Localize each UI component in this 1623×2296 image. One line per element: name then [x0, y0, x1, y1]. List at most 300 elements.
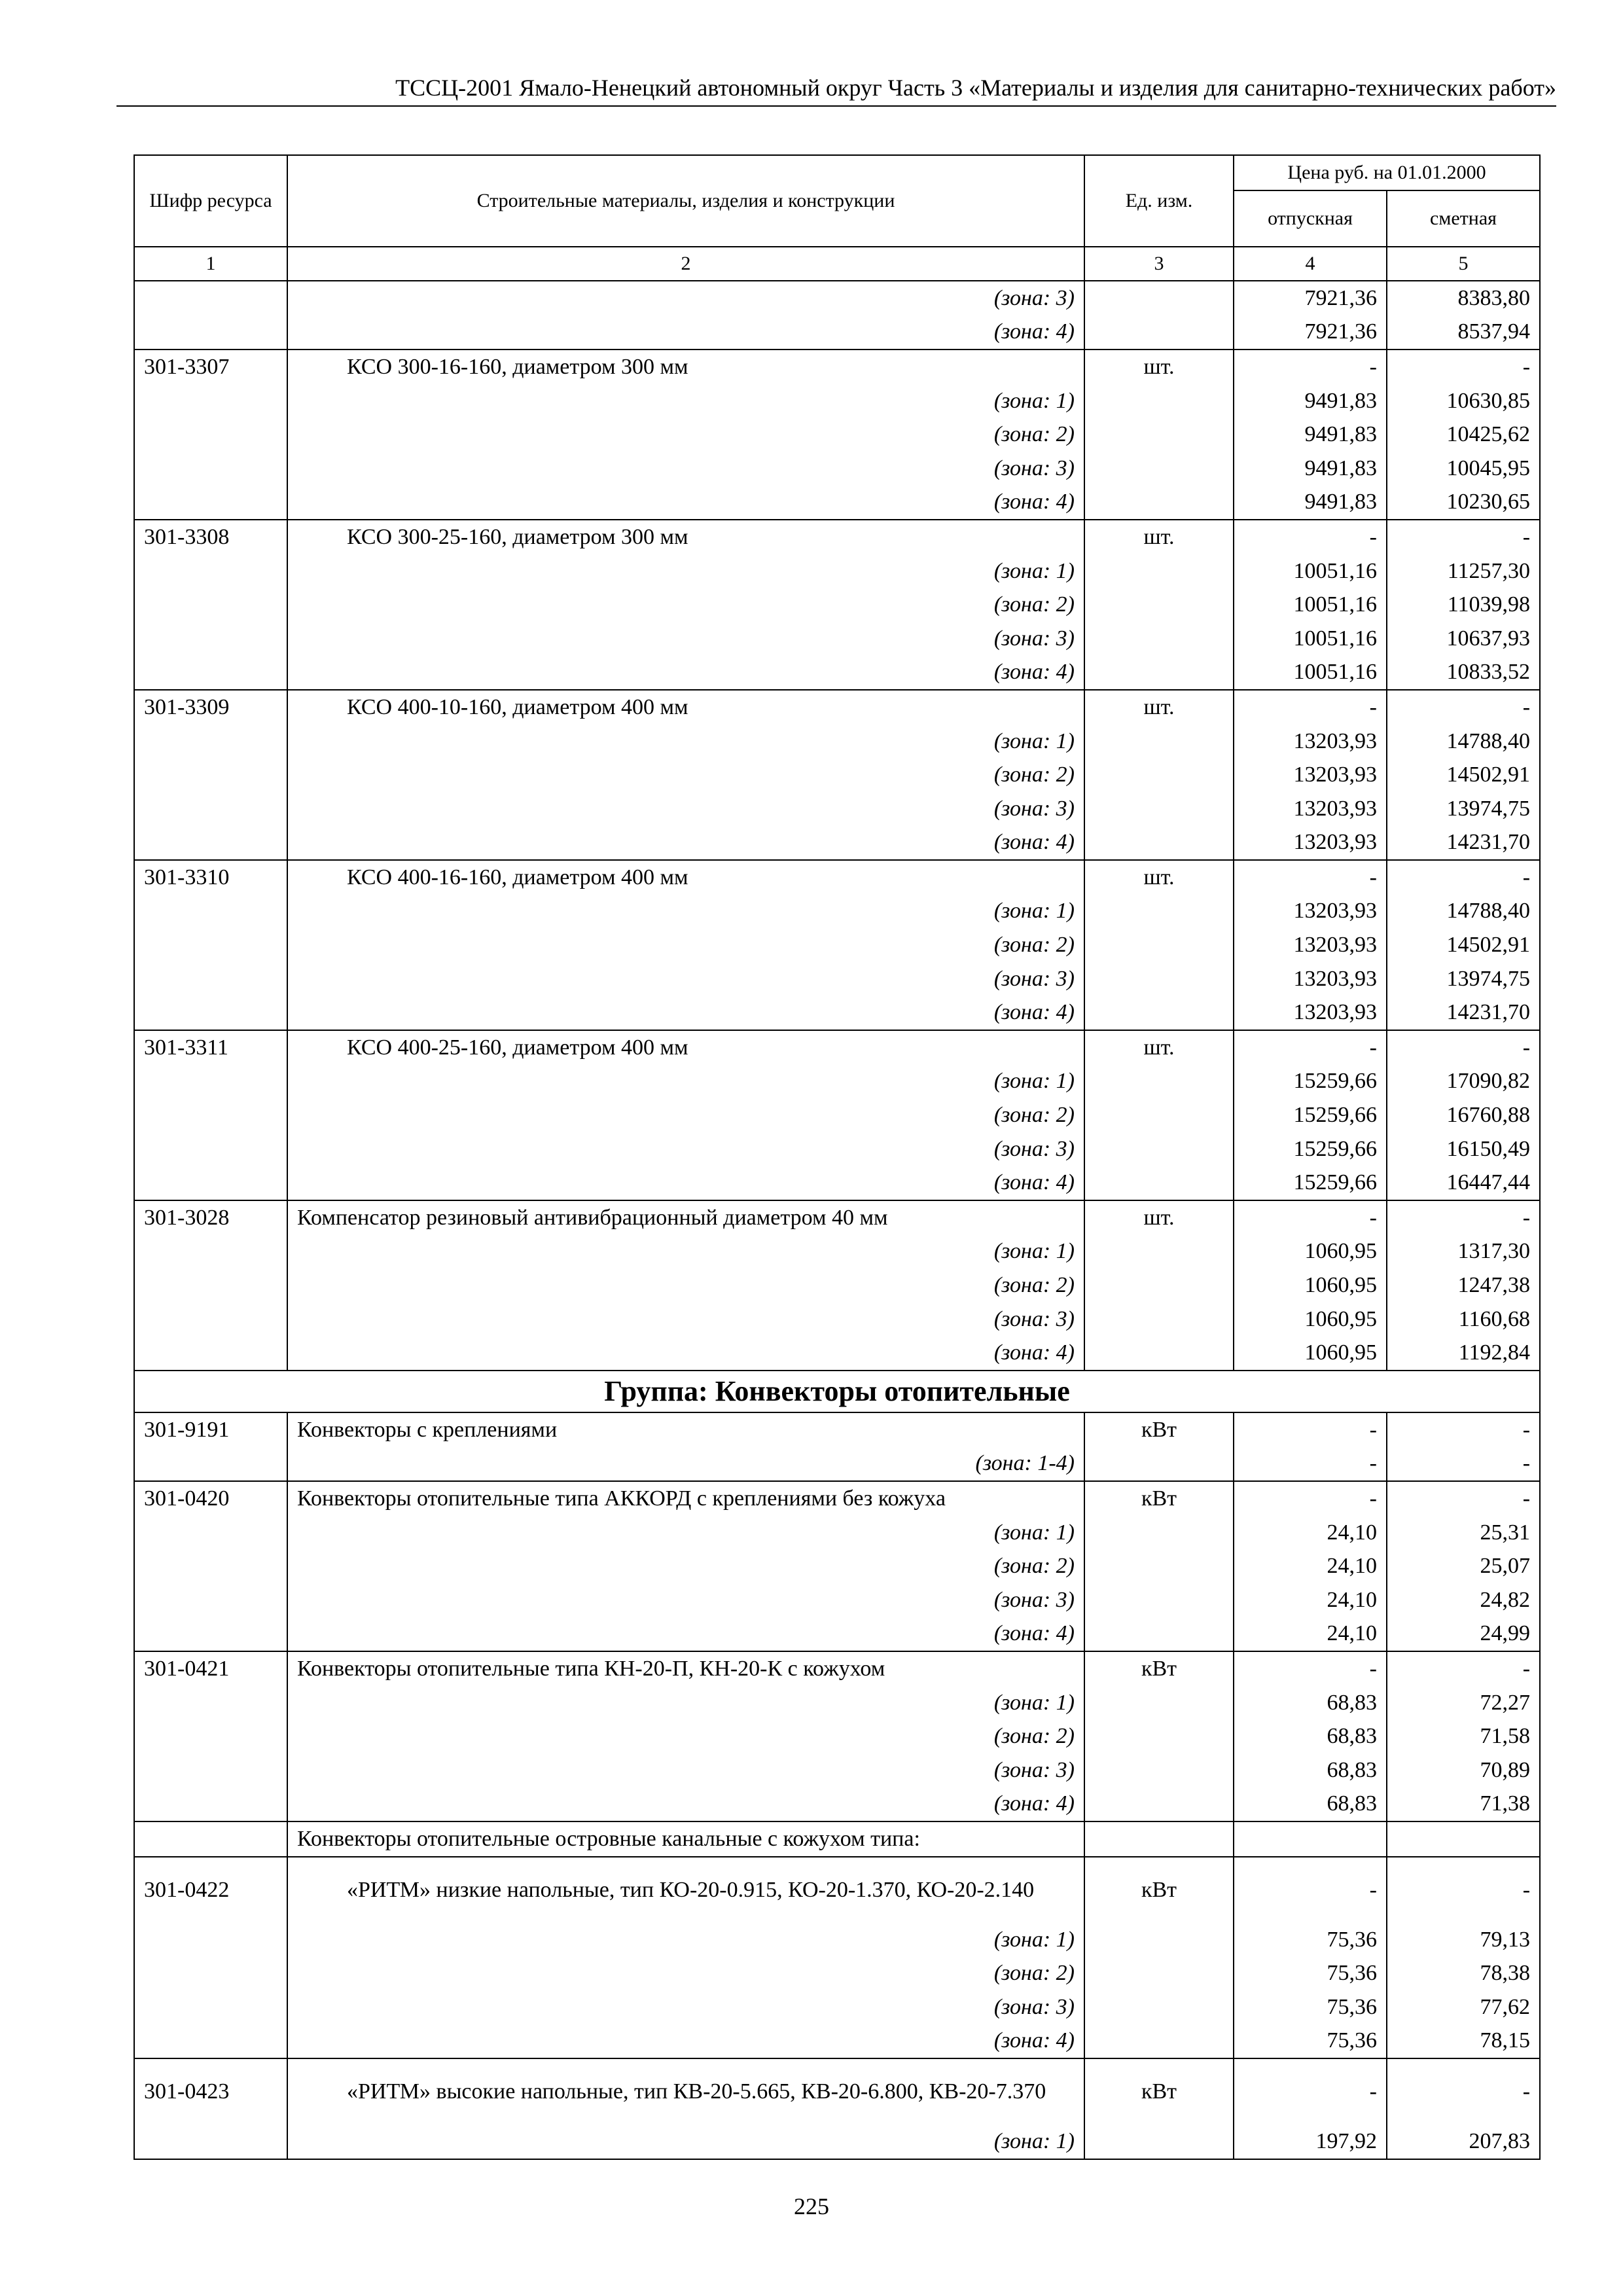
estimate-price: 78,15 — [1387, 2024, 1540, 2059]
material-name: «РИТМ» низкие напольные, тип КО-20-0.915, КО-20-1.370, КО-20-2.140 — [287, 1857, 1084, 1923]
release-price: 10051,16 — [1234, 554, 1387, 588]
zone-label: (зона: 3) — [287, 281, 1084, 315]
zone-row — [134, 1447, 1540, 1482]
resource-code — [134, 1686, 287, 1720]
table-header — [134, 155, 1540, 281]
resource-code — [134, 1549, 287, 1583]
unit — [1084, 1132, 1234, 1166]
zone-row — [134, 1719, 1540, 1753]
zone-label: (зона: 2) — [287, 1098, 1084, 1132]
estimate-price: 11039,98 — [1387, 588, 1540, 622]
estimate-price: 14788,40 — [1387, 895, 1540, 929]
unit — [1084, 588, 1234, 622]
resource-code — [134, 928, 287, 962]
estimate-price: 14231,70 — [1387, 996, 1540, 1030]
zone-row — [134, 1166, 1540, 1200]
release-price: 24,10 — [1234, 1583, 1387, 1617]
estimate-price: 24,99 — [1387, 1617, 1540, 1652]
release-price: 15259,66 — [1234, 1098, 1387, 1132]
unit — [1084, 1923, 1234, 1957]
zone-row — [134, 1098, 1540, 1132]
resource-code: 301-3309 — [134, 690, 287, 725]
zone-row — [134, 1302, 1540, 1336]
estimate-price: 16760,88 — [1387, 1098, 1540, 1132]
col-price-header: Цена руб. на 01.01.2000 — [1234, 155, 1540, 190]
col-estimate-header: сметная — [1387, 190, 1540, 247]
unit — [1084, 1235, 1234, 1269]
resource-code — [134, 486, 287, 520]
release-price: 9491,83 — [1234, 418, 1387, 452]
zone-row — [134, 1956, 1540, 1990]
estimate-price: 14231,70 — [1387, 826, 1540, 861]
estimate-price: - — [1387, 860, 1540, 895]
zone-label: (зона: 3) — [287, 622, 1084, 656]
resource-code — [134, 281, 287, 315]
zone-row — [134, 1753, 1540, 1787]
estimate-price: - — [1387, 1200, 1540, 1235]
release-price: 1060,95 — [1234, 1268, 1387, 1302]
material-name: «РИТМ» высокие напольные, тип КВ-20-5.665, КВ-20-6.800, КВ-20-7.370 — [287, 2058, 1084, 2125]
resource-code: 301-3310 — [134, 860, 287, 895]
zone-row — [134, 1268, 1540, 1302]
resource-code — [134, 2024, 287, 2059]
release-price: 75,36 — [1234, 1990, 1387, 2024]
resource-code — [134, 1583, 287, 1617]
estimate-price: 71,58 — [1387, 1719, 1540, 1753]
zone-row — [134, 418, 1540, 452]
estimate-price: - — [1387, 1857, 1540, 1923]
zone-label: (зона: 3) — [287, 1990, 1084, 2024]
resource-code — [134, 962, 287, 996]
release-price: 13203,93 — [1234, 895, 1387, 929]
unit — [1084, 281, 1234, 315]
col-number: 4 — [1234, 247, 1387, 281]
resource-code — [134, 1719, 287, 1753]
zone-label: (зона: 4) — [287, 656, 1084, 691]
zone-label: (зона: 2) — [287, 1956, 1084, 1990]
unit — [1084, 1686, 1234, 1720]
unit — [1084, 826, 1234, 861]
zone-row — [134, 452, 1540, 486]
unit: кВт — [1084, 1412, 1234, 1447]
unit — [1084, 622, 1234, 656]
zone-label: (зона: 1-4) — [287, 1447, 1084, 1482]
resource-code: 301-3308 — [134, 520, 287, 554]
release-price: - — [1234, 690, 1387, 725]
unit — [1084, 1166, 1234, 1200]
resource-code: 301-3028 — [134, 1200, 287, 1235]
resource-code: 301-0420 — [134, 1481, 287, 1516]
release-price: 15259,66 — [1234, 1132, 1387, 1166]
table-row — [134, 350, 1540, 384]
release-price: 1060,95 — [1234, 1302, 1387, 1336]
estimate-price: 14788,40 — [1387, 725, 1540, 759]
resource-code — [134, 895, 287, 929]
unit — [1084, 1516, 1234, 1550]
table-row — [134, 690, 1540, 725]
release-price: 1060,95 — [1234, 1336, 1387, 1371]
zone-label: (зона: 4) — [287, 826, 1084, 861]
zone-label: (зона: 2) — [287, 588, 1084, 622]
resource-code — [134, 1821, 287, 1857]
release-price: 68,83 — [1234, 1686, 1387, 1720]
resource-code — [134, 1787, 287, 1822]
zone-label: (зона: 2) — [287, 1268, 1084, 1302]
estimate-price: 1317,30 — [1387, 1235, 1540, 1269]
unit — [1084, 315, 1234, 350]
release-price: - — [1234, 860, 1387, 895]
zone-row — [134, 315, 1540, 350]
unit — [1084, 418, 1234, 452]
zone-row — [134, 895, 1540, 929]
unit: шт. — [1084, 1200, 1234, 1235]
subheading: Конвекторы отопительные островные канальные с кожухом типа: — [287, 1821, 1084, 1857]
unit: шт. — [1084, 1030, 1234, 1065]
col-number: 1 — [134, 247, 287, 281]
resource-code: 301-0423 — [134, 2058, 287, 2125]
table-row — [134, 1481, 1540, 1516]
unit — [1084, 452, 1234, 486]
col-unit-header: Ед. изм. — [1084, 155, 1234, 247]
estimate-price: 77,62 — [1387, 1990, 1540, 2024]
unit — [1084, 1719, 1234, 1753]
estimate-price: 13974,75 — [1387, 962, 1540, 996]
unit — [1084, 2125, 1234, 2159]
release-price: 13203,93 — [1234, 758, 1387, 792]
zone-row — [134, 1923, 1540, 1957]
unit — [1084, 554, 1234, 588]
zone-label: (зона: 1) — [287, 2125, 1084, 2159]
zone-label: (зона: 3) — [287, 1302, 1084, 1336]
release-price: 68,83 — [1234, 1719, 1387, 1753]
estimate-price: 13974,75 — [1387, 792, 1540, 826]
zone-row — [134, 622, 1540, 656]
resource-code — [134, 792, 287, 826]
unit — [1084, 792, 1234, 826]
resource-code — [134, 622, 287, 656]
resource-code — [134, 1447, 287, 1482]
zone-row — [134, 2024, 1540, 2059]
resource-code — [134, 1302, 287, 1336]
estimate-price: - — [1387, 1030, 1540, 1065]
zone-label: (зона: 4) — [287, 1336, 1084, 1371]
table-row — [134, 1030, 1540, 1065]
unit — [1084, 1065, 1234, 1099]
resource-code — [134, 418, 287, 452]
estimate-price: 8537,94 — [1387, 315, 1540, 350]
unit — [1084, 1990, 1234, 2024]
unit — [1084, 1753, 1234, 1787]
zone-row — [134, 1065, 1540, 1099]
zone-label: (зона: 2) — [287, 1719, 1084, 1753]
price-table — [134, 154, 1541, 2160]
estimate-price: 70,89 — [1387, 1753, 1540, 1787]
zone-row — [134, 725, 1540, 759]
release-price: 10051,16 — [1234, 656, 1387, 691]
table-row — [134, 1412, 1540, 1447]
zone-row — [134, 384, 1540, 418]
release-price — [1234, 1821, 1387, 1857]
resource-code — [134, 826, 287, 861]
unit — [1084, 384, 1234, 418]
table-body — [134, 281, 1540, 2159]
estimate-price: 11257,30 — [1387, 554, 1540, 588]
release-price: 9491,83 — [1234, 384, 1387, 418]
estimate-price: - — [1387, 2058, 1540, 2125]
unit — [1084, 962, 1234, 996]
release-price: 1060,95 — [1234, 1235, 1387, 1269]
estimate-price: 71,38 — [1387, 1787, 1540, 1822]
resource-code — [134, 1065, 287, 1099]
zone-row — [134, 486, 1540, 520]
zone-row — [134, 1686, 1540, 1720]
release-price: - — [1234, 350, 1387, 384]
estimate-price: 207,83 — [1387, 2125, 1540, 2159]
release-price: 13203,93 — [1234, 826, 1387, 861]
unit: шт. — [1084, 860, 1234, 895]
page-number: 225 — [794, 2193, 829, 2219]
zone-row — [134, 1787, 1540, 1822]
group-heading-row — [134, 1371, 1540, 1412]
release-price: 75,36 — [1234, 1956, 1387, 1990]
release-price: 10051,16 — [1234, 588, 1387, 622]
group-heading: Группа: Конвекторы отопительные — [134, 1371, 1540, 1412]
unit — [1084, 486, 1234, 520]
estimate-price: 10425,62 — [1387, 418, 1540, 452]
unit — [1084, 1787, 1234, 1822]
material-name: КСО 400-16-160, диаметром 400 мм — [287, 860, 1084, 895]
zone-label: (зона: 3) — [287, 452, 1084, 486]
material-name: Конвекторы отопительные типа КН-20-П, КН-20-К с кожухом — [287, 1651, 1084, 1686]
resource-code — [134, 1990, 287, 2024]
release-price: - — [1234, 2058, 1387, 2125]
zone-label: (зона: 3) — [287, 1583, 1084, 1617]
estimate-price: 24,82 — [1387, 1583, 1540, 1617]
estimate-price: - — [1387, 1481, 1540, 1516]
zone-label: (зона: 3) — [287, 792, 1084, 826]
estimate-price: 10230,65 — [1387, 486, 1540, 520]
zone-label: (зона: 1) — [287, 895, 1084, 929]
zone-row — [134, 1990, 1540, 2024]
estimate-price: 72,27 — [1387, 1686, 1540, 1720]
zone-label: (зона: 2) — [287, 418, 1084, 452]
unit: кВт — [1084, 2058, 1234, 2125]
table-row — [134, 1651, 1540, 1686]
estimate-price: - — [1387, 1447, 1540, 1482]
zone-row — [134, 758, 1540, 792]
resource-code — [134, 1956, 287, 1990]
unit — [1084, 725, 1234, 759]
resource-code — [134, 996, 287, 1030]
resource-code — [134, 315, 287, 350]
zone-row — [134, 1235, 1540, 1269]
material-name: КСО 400-10-160, диаметром 400 мм — [287, 690, 1084, 725]
resource-code — [134, 656, 287, 691]
release-price: 13203,93 — [1234, 928, 1387, 962]
resource-code — [134, 1336, 287, 1371]
zone-label: (зона: 3) — [287, 1753, 1084, 1787]
zone-row — [134, 588, 1540, 622]
release-price: - — [1234, 1857, 1387, 1923]
resource-code: 301-3307 — [134, 350, 287, 384]
zone-row — [134, 928, 1540, 962]
estimate-price: - — [1387, 1412, 1540, 1447]
unit — [1084, 1268, 1234, 1302]
material-name: КСО 300-25-160, диаметром 300 мм — [287, 520, 1084, 554]
zone-row — [134, 1132, 1540, 1166]
release-price: 7921,36 — [1234, 281, 1387, 315]
resource-code — [134, 1753, 287, 1787]
material-name: КСО 400-25-160, диаметром 400 мм — [287, 1030, 1084, 1065]
zone-label: (зона: 1) — [287, 1516, 1084, 1550]
zone-label: (зона: 4) — [287, 1787, 1084, 1822]
zone-label: (зона: 4) — [287, 1617, 1084, 1652]
zone-row — [134, 1516, 1540, 1550]
resource-code — [134, 1166, 287, 1200]
resource-code — [134, 1923, 287, 1957]
unit — [1084, 1821, 1234, 1857]
release-price: 13203,93 — [1234, 962, 1387, 996]
release-price: - — [1234, 1412, 1387, 1447]
table-row — [134, 1200, 1540, 1235]
release-price: 9491,83 — [1234, 452, 1387, 486]
table-row — [134, 860, 1540, 895]
zone-label: (зона: 1) — [287, 1235, 1084, 1269]
release-price: - — [1234, 1447, 1387, 1482]
col-release-header: отпускная — [1234, 190, 1387, 247]
zone-row — [134, 656, 1540, 691]
unit — [1084, 1447, 1234, 1482]
resource-code — [134, 2125, 287, 2159]
resource-code — [134, 1516, 287, 1550]
zone-label: (зона: 1) — [287, 384, 1084, 418]
resource-code — [134, 1268, 287, 1302]
estimate-price: 25,07 — [1387, 1549, 1540, 1583]
release-price: - — [1234, 1481, 1387, 1516]
unit — [1084, 1583, 1234, 1617]
zone-row — [134, 826, 1540, 861]
unit — [1084, 928, 1234, 962]
estimate-price: 8383,80 — [1387, 281, 1540, 315]
estimate-price: 1160,68 — [1387, 1302, 1540, 1336]
resource-code — [134, 554, 287, 588]
resource-code: 301-9191 — [134, 1412, 287, 1447]
release-price: 24,10 — [1234, 1617, 1387, 1652]
resource-code — [134, 725, 287, 759]
release-price: 197,92 — [1234, 2125, 1387, 2159]
zone-row — [134, 1549, 1540, 1583]
unit: шт. — [1084, 520, 1234, 554]
zone-label: (зона: 1) — [287, 554, 1084, 588]
estimate-price: 25,31 — [1387, 1516, 1540, 1550]
release-price: 15259,66 — [1234, 1065, 1387, 1099]
unit: кВт — [1084, 1481, 1234, 1516]
resource-code — [134, 758, 287, 792]
col-number: 2 — [287, 247, 1084, 281]
release-price: 13203,93 — [1234, 725, 1387, 759]
resource-code — [134, 452, 287, 486]
unit — [1084, 1336, 1234, 1371]
resource-code: 301-0421 — [134, 1651, 287, 1686]
zone-row — [134, 962, 1540, 996]
resource-code — [134, 1617, 287, 1652]
estimate-price: 10630,85 — [1387, 384, 1540, 418]
table-row — [134, 520, 1540, 554]
unit: кВт — [1084, 1651, 1234, 1686]
zone-row — [134, 1583, 1540, 1617]
release-price: - — [1234, 1200, 1387, 1235]
zone-label: (зона: 3) — [287, 1132, 1084, 1166]
resource-code — [134, 588, 287, 622]
zone-row — [134, 281, 1540, 315]
release-price: - — [1234, 520, 1387, 554]
zone-row — [134, 1617, 1540, 1652]
release-price: 68,83 — [1234, 1787, 1387, 1822]
zone-label: (зона: 4) — [287, 486, 1084, 520]
estimate-price: 78,38 — [1387, 1956, 1540, 1990]
subheading-row — [134, 1821, 1540, 1857]
running-header: ТССЦ-2001 Ямало-Ненецкий автономный округ Часть 3 «Материалы и изделия для санитарно-технических работ» — [395, 75, 1556, 101]
zone-label: (зона: 3) — [287, 962, 1084, 996]
unit — [1084, 656, 1234, 691]
header-rule — [116, 105, 1556, 107]
unit: шт. — [1084, 350, 1234, 384]
release-price: 75,36 — [1234, 2024, 1387, 2059]
unit — [1084, 1549, 1234, 1583]
col-number: 5 — [1387, 247, 1540, 281]
unit: шт. — [1084, 690, 1234, 725]
material-name: Компенсатор резиновый антивибрационный диаметром 40 мм — [287, 1200, 1084, 1235]
zone-row — [134, 996, 1540, 1030]
unit — [1084, 1302, 1234, 1336]
zone-row — [134, 554, 1540, 588]
zone-label: (зона: 4) — [287, 1166, 1084, 1200]
zone-label: (зона: 4) — [287, 996, 1084, 1030]
estimate-price: 14502,91 — [1387, 928, 1540, 962]
zone-row — [134, 792, 1540, 826]
unit — [1084, 1956, 1234, 1990]
resource-code — [134, 1235, 287, 1269]
release-price: 10051,16 — [1234, 622, 1387, 656]
zone-label: (зона: 1) — [287, 1923, 1084, 1957]
col-number: 3 — [1084, 247, 1234, 281]
zone-label: (зона: 2) — [287, 758, 1084, 792]
unit: кВт — [1084, 1857, 1234, 1923]
material-name: Конвекторы отопительные типа АККОРД с креплениями без кожуха — [287, 1481, 1084, 1516]
release-price: 13203,93 — [1234, 996, 1387, 1030]
release-price: - — [1234, 1651, 1387, 1686]
material-name: КСО 300-16-160, диаметром 300 мм — [287, 350, 1084, 384]
col-code-header: Шифр ресурса — [134, 155, 287, 247]
zone-label: (зона: 1) — [287, 1065, 1084, 1099]
estimate-price: - — [1387, 690, 1540, 725]
zone-label: (зона: 2) — [287, 928, 1084, 962]
release-price: 15259,66 — [1234, 1166, 1387, 1200]
material-name: Конвекторы с креплениями — [287, 1412, 1084, 1447]
release-price: 24,10 — [1234, 1516, 1387, 1550]
estimate-price: - — [1387, 520, 1540, 554]
unit — [1084, 1617, 1234, 1652]
unit — [1084, 758, 1234, 792]
estimate-price: 16150,49 — [1387, 1132, 1540, 1166]
release-price: - — [1234, 1030, 1387, 1065]
release-price: 9491,83 — [1234, 486, 1387, 520]
estimate-price: 17090,82 — [1387, 1065, 1540, 1099]
col-name-header: Строительные материалы, изделия и конструкции — [287, 155, 1084, 247]
resource-code: 301-0422 — [134, 1857, 287, 1923]
resource-code — [134, 384, 287, 418]
release-price: 13203,93 — [1234, 792, 1387, 826]
